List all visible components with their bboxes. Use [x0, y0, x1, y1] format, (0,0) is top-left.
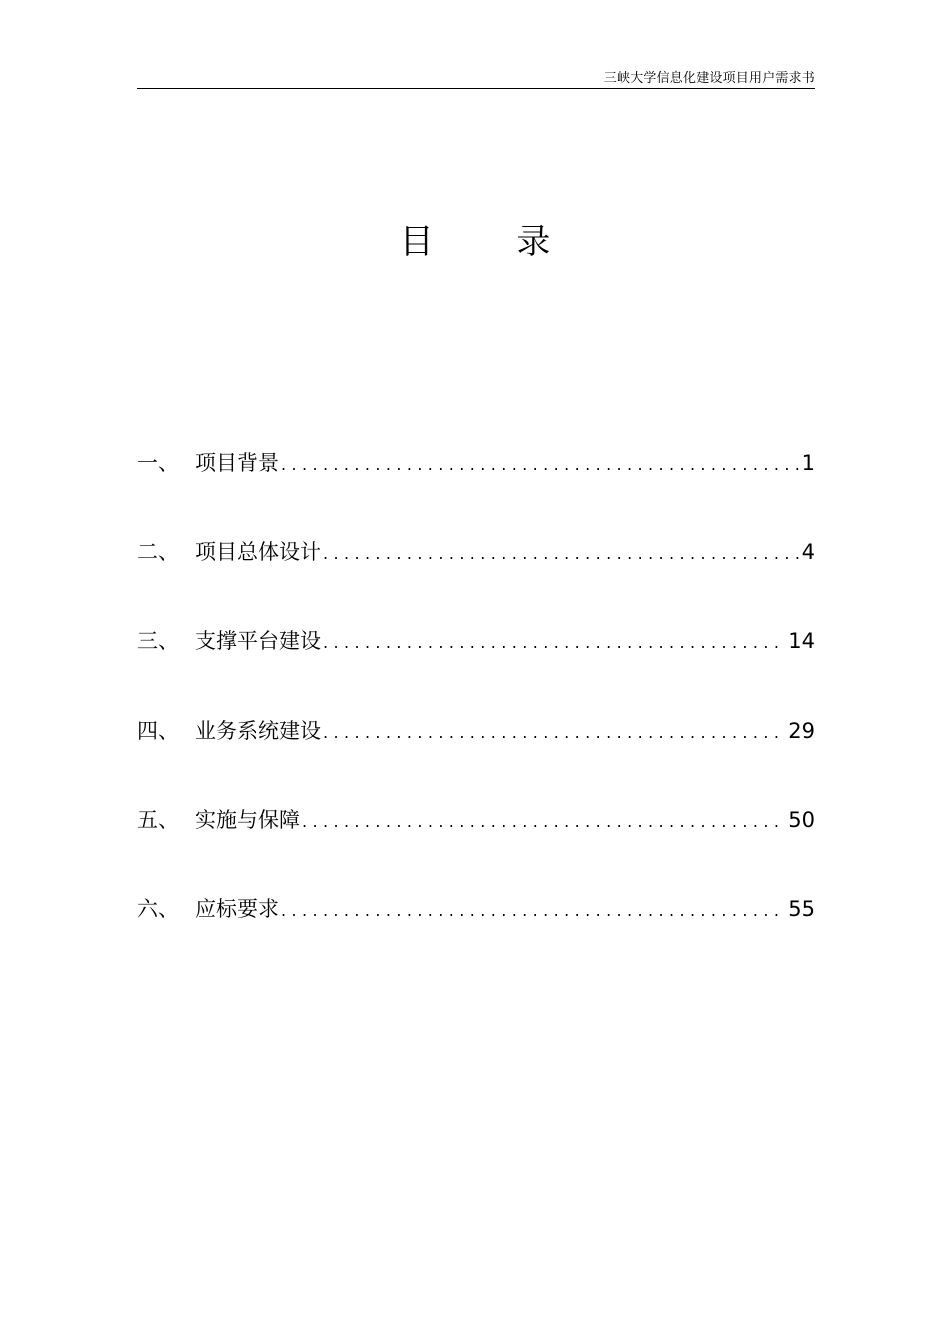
toc-entry-number: 一、: [137, 451, 179, 475]
toc-entry-page: 1: [801, 451, 815, 475]
toc-entry-label: 项目背景: [195, 451, 279, 475]
toc-leader-dots: [279, 449, 800, 481]
toc-entry-page: 29: [788, 718, 815, 743]
toc-entry-number: 四、: [137, 718, 179, 743]
toc-entry-page: 14: [788, 629, 815, 654]
page-header: [137, 66, 815, 89]
toc-entry[interactable]: [137, 447, 815, 536]
toc-entry-number: 二、: [137, 540, 179, 565]
toc-entry-label: 业务系统建设: [195, 718, 321, 743]
toc-entry-label: 支撑平台建设: [195, 629, 321, 654]
toc-leader-dots: [321, 627, 786, 659]
toc-entry-label: 项目总体设计: [195, 540, 321, 565]
toc-entry[interactable]: [137, 625, 815, 714]
toc-entry-label: 应标要求: [195, 896, 279, 921]
toc-leader-dots: [279, 895, 786, 927]
toc-entry-page: 55: [788, 896, 815, 921]
toc-entry-number: 六、: [137, 896, 179, 921]
toc-title-char-1: 目: [399, 222, 434, 262]
toc-entry-page: 50: [788, 807, 815, 832]
toc-entry-number: 三、: [137, 629, 179, 654]
toc-leader-dots: [300, 806, 786, 838]
toc-leader-dots: [321, 717, 786, 749]
toc-entry-number: 五、: [137, 807, 179, 832]
header-title: 三峡大学信息化建设项目用户需求书: [603, 71, 815, 86]
toc-entry-label: 实施与保障: [195, 807, 300, 832]
toc-entry[interactable]: [137, 893, 815, 982]
toc-entry[interactable]: [137, 715, 815, 804]
toc-title-char-2: 录: [516, 222, 551, 262]
toc-leader-dots: [321, 538, 800, 570]
toc-entry[interactable]: [137, 804, 815, 893]
toc-title: [0, 214, 950, 264]
toc-entry[interactable]: [137, 536, 815, 625]
table-of-contents: [137, 447, 815, 982]
toc-entry-page: 4: [801, 540, 815, 565]
